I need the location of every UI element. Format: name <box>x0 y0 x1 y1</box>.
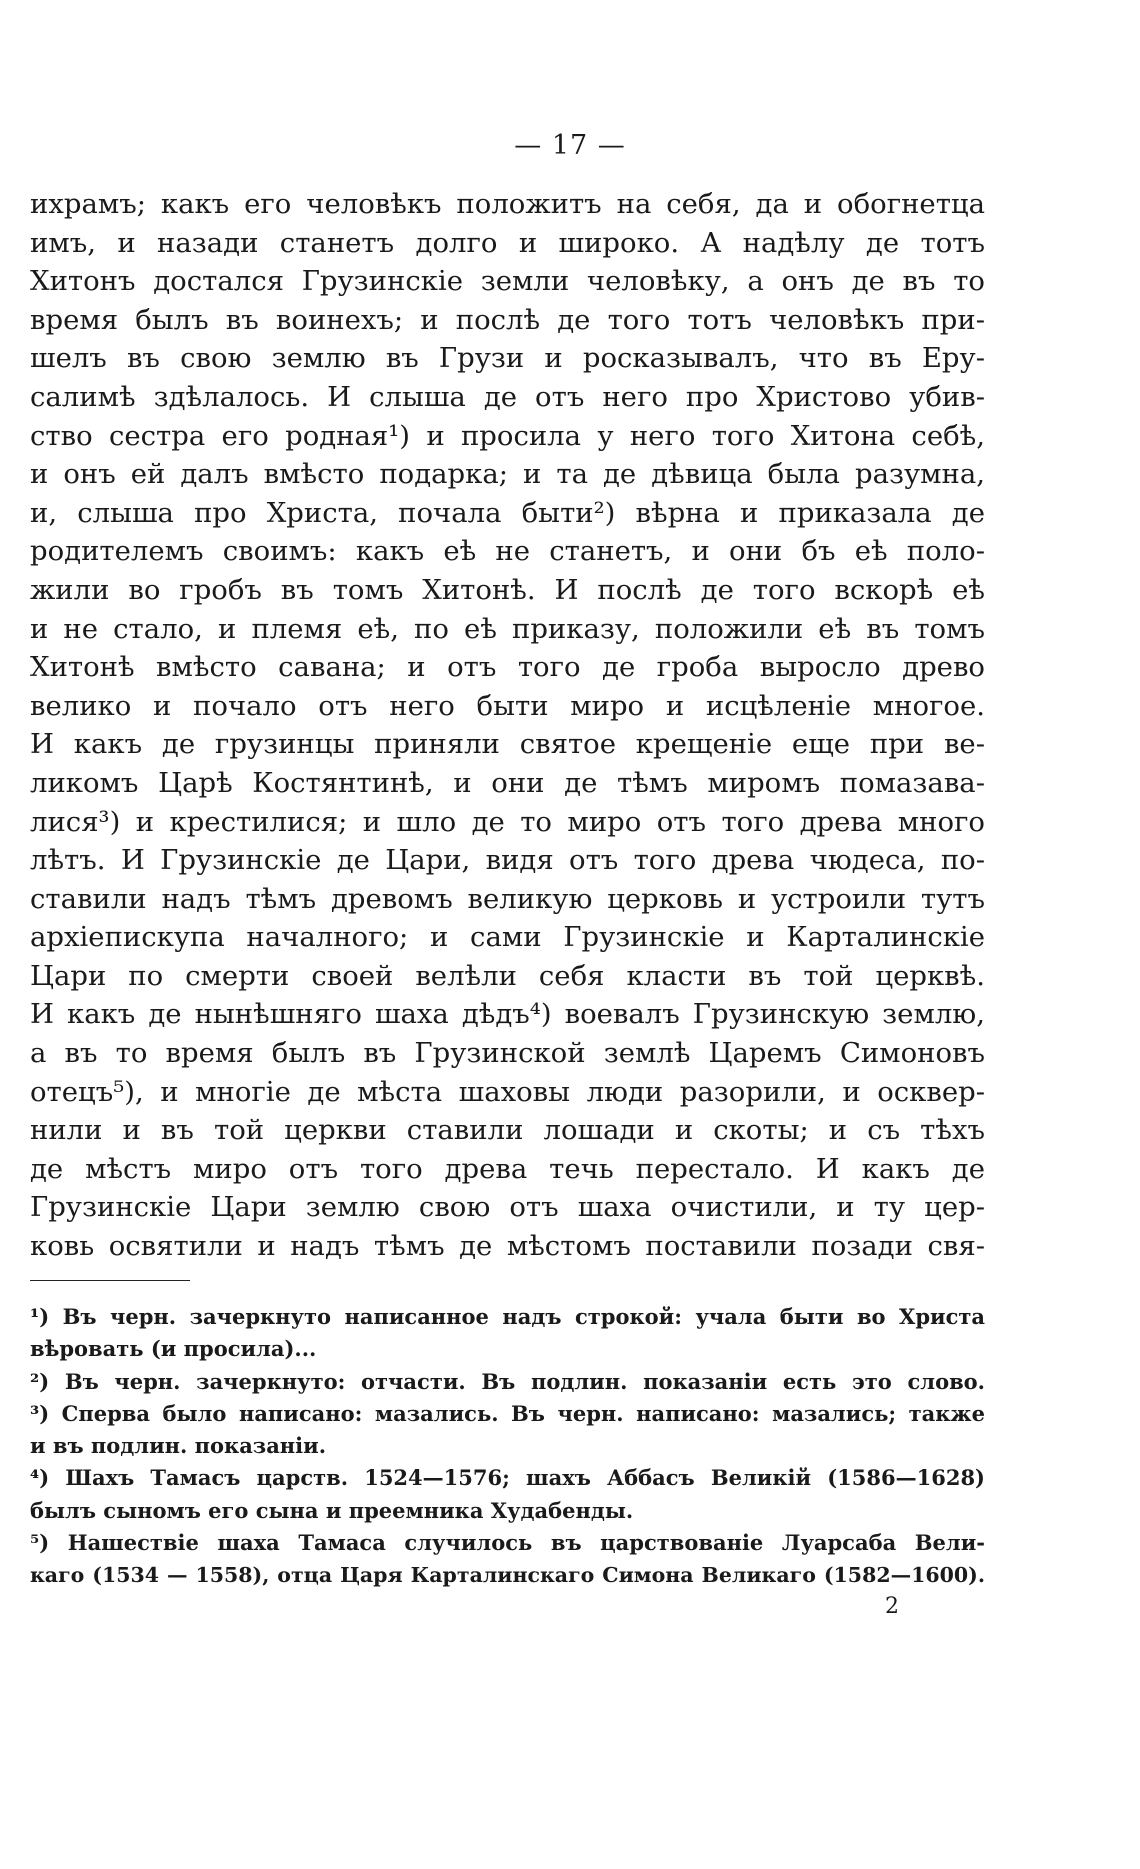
footnote-line: ¹) Въ черн. зачеркнуто написанное надъ строкой: учала быти во Христа <box>30 1304 985 1329</box>
text-line: Грузинскіе Цари землю свою отъ шаха очистили, и ту цер- <box>30 1191 985 1224</box>
printer-signature-mark: 2 <box>885 1594 899 1619</box>
text-line: нили и въ той церкви ставили лошади и скоты; и съ тѣхъ <box>30 1114 985 1147</box>
main-text <box>30 185 985 1266</box>
footnotes <box>30 1301 985 1592</box>
text-line: жили во гробъ въ томъ Хитонѣ. И послѣ де того вскорѣ еѣ <box>30 573 985 606</box>
text-line: И какъ де грузинцы приняли святое крещеніе еще при ве- <box>30 728 985 761</box>
text-line: и онъ ей далъ вмѣсто подарка; и та де дѣвица была разумна, <box>30 458 985 491</box>
text-line: Хитонѣ вмѣсто савана; и отъ того де гроба выросло древо <box>30 651 985 684</box>
text-line: родителемъ своимъ: какъ еѣ не станетъ, и они бъ еѣ поло- <box>30 535 985 568</box>
text-line: ликомъ Царѣ Костянтинѣ, и они де тѣмъ миромъ помазава- <box>30 766 985 799</box>
text-line: архіепискупа началного; и сами Грузинскіе и Карталинскіе <box>30 921 985 954</box>
footnote-line: и въ подлин. показаніи. <box>30 1433 327 1459</box>
text-line: шелъ въ свою землю въ Грузи и росказывалъ, что въ Еру- <box>30 342 985 375</box>
text-line: Хитонъ достался Грузинскіе земли человѣку, а онъ де въ то <box>30 265 985 298</box>
text-line: велико и почало отъ него быти миро и исцѣленіе многое. <box>30 689 985 722</box>
footnote-line: ⁴) Шахъ Тамасъ царств. 1524—1576; шахъ Аббасъ Великій (1586—1628) <box>30 1465 985 1491</box>
text-line: и не стало, и племя еѣ, по еѣ приказу, положили еѣ въ томъ <box>30 612 985 645</box>
footnote-line: былъ сыномъ его сына и преемника Худабенды. <box>30 1497 634 1523</box>
text-line: де мѣстъ миро отъ того древа течь перестало. И какъ де <box>30 1152 985 1185</box>
footnote-line: ⁵) Нашествіе шаха Тамаса случилось въ царствованіе Луарсаба Вели- <box>30 1530 985 1556</box>
text-line: время былъ въ воинехъ; и послѣ де того тотъ человѣкъ при- <box>30 303 985 336</box>
footnote-divider <box>30 1280 190 1281</box>
page-number: — 17 — <box>514 130 626 161</box>
text-line: и, слыша про Христа, почала быти²) вѣрна и приказала де <box>30 496 985 529</box>
footnote-line: ³) Сперва было написано: мазались. Въ черн. написано: мазались; также <box>30 1400 985 1426</box>
text-line: лися³) и крестилися; и шло де то миро отъ того древа много <box>30 805 985 838</box>
text-line: салимѣ здѣлалось. И слыша де отъ него про Христово убив- <box>30 380 985 413</box>
footnote-line: каго (1534 — 1558), отца Царя Карталинскаго Симона Великаго (1582—1600). <box>30 1563 985 1588</box>
footnote-line: ²) Въ черн. зачеркнуто: отчасти. Въ подлин. показаніи есть это слово. <box>30 1368 985 1394</box>
text-line: лѣтъ. И Грузинскіе де Цари, видя отъ того древа чюдеса, по- <box>30 844 985 877</box>
text-line: ихрамъ; какъ его человѣкъ положитъ на себя, да и обогнетца <box>30 188 985 220</box>
footnote-line: вѣровать (и просила)... <box>30 1336 317 1362</box>
text-line: а въ то время былъ въ Грузинской землѣ Царемъ Симоновъ <box>30 1037 985 1070</box>
text-line: ковь освятили и надъ тѣмъ де мѣстомъ поставили позади свя- <box>30 1230 985 1263</box>
text-line: ставили надъ тѣмъ древомъ великую церковь и устроили тутъ <box>30 882 985 915</box>
text-line: отецъ⁵), и многіе де мѣста шаховы люди разорили, и осквер- <box>30 1075 985 1108</box>
text-line: Цари по смерти своей велѣли себя класти въ той церквѣ. <box>30 959 985 992</box>
text-line: имъ, и назади станетъ долго и широко. А надѣлу де тотъ <box>30 226 985 259</box>
text-line: ство сестра его родная¹) и просила у него того Хитона себѣ, <box>30 419 985 452</box>
text-line: И какъ де нынѣшняго шаха дѣдъ⁴) воевалъ Грузинскую землю, <box>30 998 985 1031</box>
